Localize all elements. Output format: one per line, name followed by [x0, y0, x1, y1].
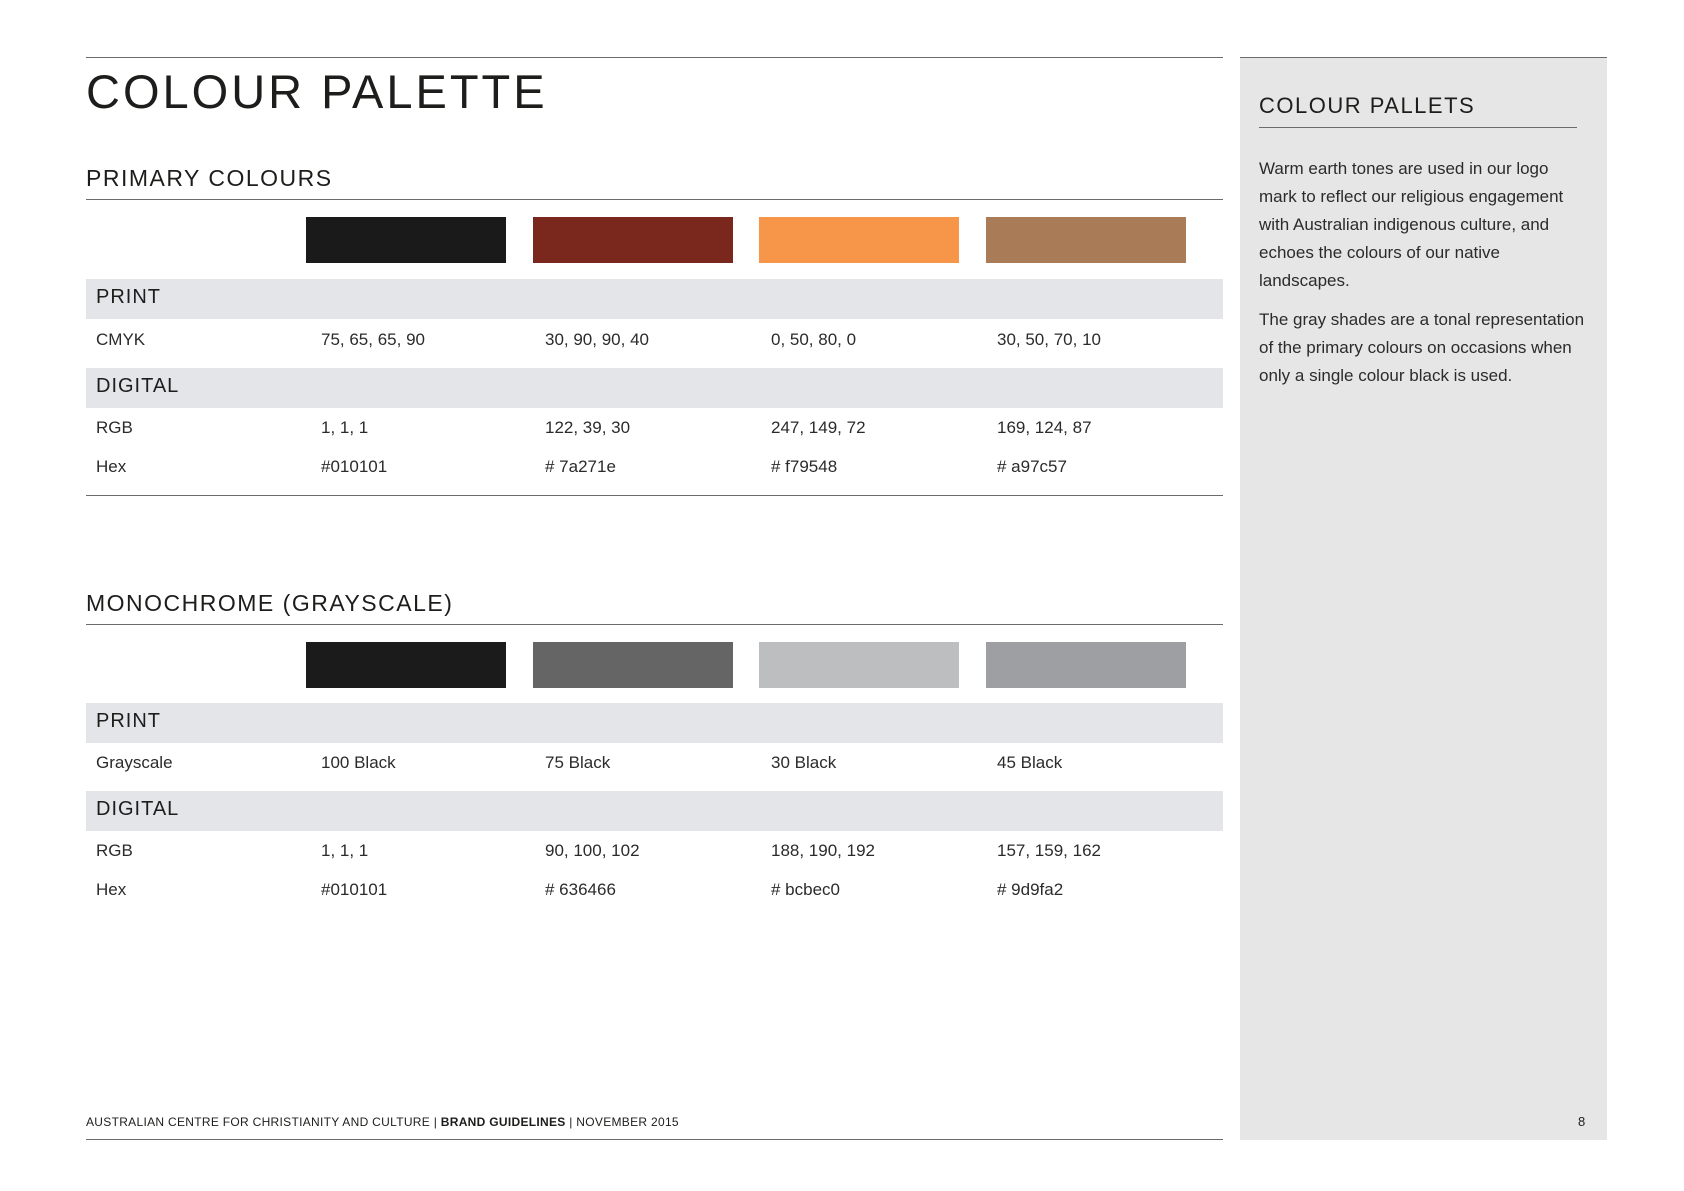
hex-value: # bcbec0	[771, 880, 840, 899]
footer-org: AUSTRALIAN CENTRE FOR CHRISTIANITY AND CULTURE	[86, 1115, 431, 1129]
rgb-value: 157, 159, 162	[997, 841, 1101, 860]
hex-value: # a97c57	[997, 457, 1067, 476]
main-content	[86, 0, 1223, 1191]
cmyk-value: 75, 65, 65, 90	[321, 330, 425, 349]
row-label: RGB	[96, 418, 133, 437]
section-title: PRIMARY COLOURS	[86, 165, 333, 191]
rgb-value: 188, 190, 192	[771, 841, 875, 860]
row-label: Grayscale	[96, 753, 173, 772]
digital-band	[86, 368, 1223, 408]
hex-row	[86, 880, 1223, 904]
rgb-value: 90, 100, 102	[545, 841, 640, 860]
color-swatch-100-black	[306, 642, 506, 688]
color-swatch-orange	[759, 217, 959, 263]
section-title: MONOCHROME (GRAYSCALE)	[86, 590, 454, 616]
hex-row	[86, 457, 1223, 481]
hex-value: # f79548	[771, 457, 838, 476]
sidebar-text	[1259, 155, 1589, 401]
row-label: Hex	[96, 457, 127, 476]
color-swatch-30-black	[759, 642, 959, 688]
grayscale-value: 75 Black	[545, 753, 611, 772]
footer-date: NOVEMBER 2015	[576, 1115, 679, 1129]
section-divider	[86, 199, 1223, 200]
sidebar-title: COLOUR PALLETS	[1259, 93, 1476, 118]
hex-value: #010101	[321, 880, 388, 899]
cmyk-value: 30, 90, 90, 40	[545, 330, 649, 349]
section-divider	[86, 624, 1223, 625]
row-label: CMYK	[96, 330, 146, 349]
print-band	[86, 279, 1223, 319]
digital-band	[86, 791, 1223, 831]
grayscale-value: 100 Black	[321, 753, 396, 772]
hex-value: #010101	[321, 457, 388, 476]
footer-doc: BRAND GUIDELINES	[440, 1115, 566, 1129]
rgb-row	[86, 418, 1223, 442]
sidebar	[1240, 57, 1607, 1140]
section-bottom-divider	[86, 495, 1223, 496]
row-label: RGB	[96, 841, 133, 860]
digital-label: DIGITAL	[96, 798, 180, 820]
hex-value: # 636466	[545, 880, 616, 899]
color-swatch-45-black	[986, 642, 1186, 688]
footer-separator: |	[569, 1115, 573, 1129]
rgb-value: 1, 1, 1	[321, 841, 369, 860]
bottom-divider	[86, 1139, 1223, 1140]
sidebar-paragraph: The gray shades are a tonal representation of the primary colours on occasions when only a single colour black is used.	[1259, 310, 1585, 385]
page-title: COLOUR PALETTE	[86, 65, 548, 118]
footer-separator: |	[433, 1115, 438, 1129]
grayscale-row	[86, 753, 1223, 777]
print-label: PRINT	[96, 286, 161, 308]
rgb-row	[86, 841, 1223, 865]
cmyk-value: 30, 50, 70, 10	[997, 330, 1101, 349]
rgb-value: 1, 1, 1	[321, 418, 369, 437]
digital-label: DIGITAL	[96, 375, 180, 397]
rgb-value: 169, 124, 87	[997, 418, 1092, 437]
print-label: PRINT	[96, 710, 161, 732]
color-swatch-black	[306, 217, 506, 263]
rgb-value: 247, 149, 72	[771, 418, 866, 437]
grayscale-value: 45 Black	[997, 753, 1063, 772]
top-divider	[86, 57, 1223, 58]
rgb-value: 122, 39, 30	[545, 418, 631, 437]
cmyk-row	[86, 330, 1223, 354]
sidebar-title-divider	[1259, 127, 1577, 128]
sidebar-paragraph: Warm earth tones are used in our logo mark to reflect our religious engagement with Australian indigenous culture, and echoes the colours of our native landscapes.	[1259, 159, 1564, 290]
page-number: 8	[1578, 1114, 1586, 1129]
footer	[86, 1115, 679, 1129]
color-swatch-red	[533, 217, 733, 263]
sidebar-top-divider	[1240, 57, 1607, 58]
color-swatch-75-black	[533, 642, 733, 688]
row-label: Hex	[96, 880, 127, 899]
grayscale-value: 30 Black	[771, 753, 837, 772]
cmyk-value: 0, 50, 80, 0	[771, 330, 857, 349]
color-swatch-brown	[986, 217, 1186, 263]
hex-value: # 9d9fa2	[997, 880, 1064, 899]
hex-value: # 7a271e	[545, 457, 616, 476]
print-band	[86, 703, 1223, 743]
